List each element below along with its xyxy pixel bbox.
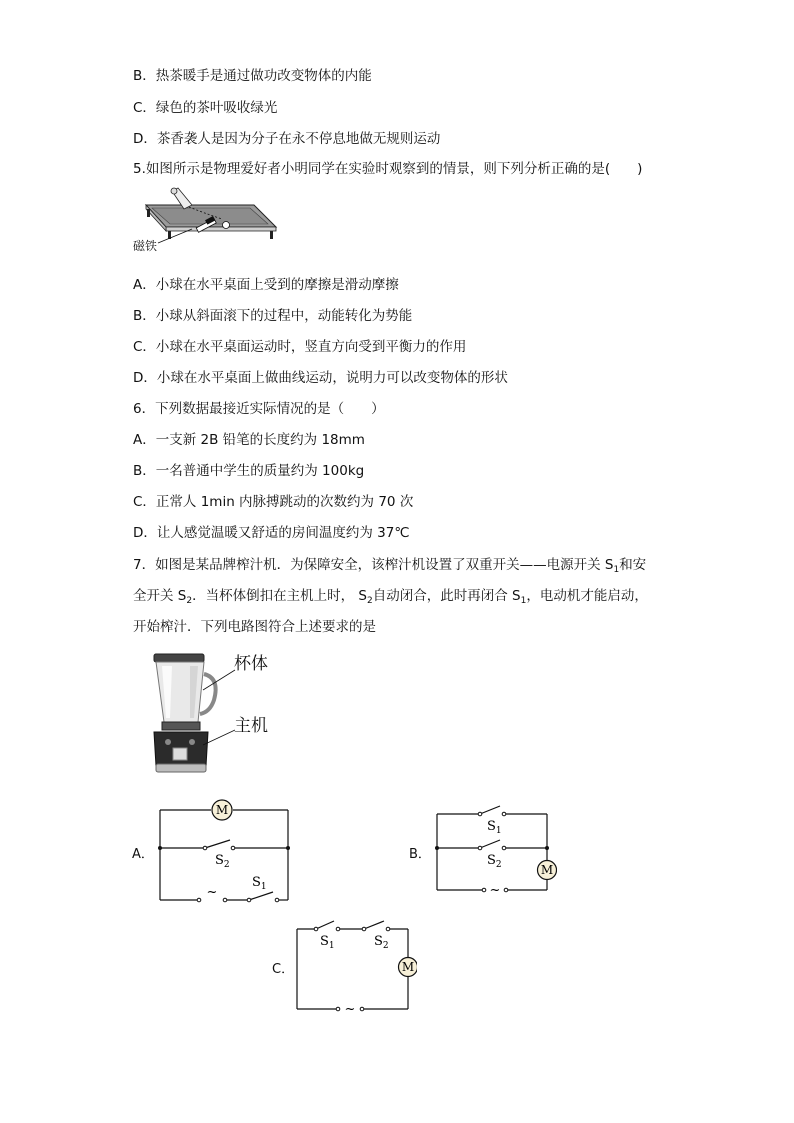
q5-option-d: D．小球在水平桌面上做曲线运动，说明力可以改变物体的形状 — [133, 370, 508, 386]
q6-option-d: D．让人感觉温暖又舒适的房间温度约为 37℃ — [133, 525, 410, 541]
label-base: 主机 — [234, 716, 268, 736]
q4-option-c: C．绿色的茶叶吸收绿光 — [133, 100, 278, 116]
q6-option-c: C．正常人 1min 内脉搏跳动的次数约为 70 次 — [133, 494, 414, 510]
label-cup: 杯体 — [234, 654, 268, 674]
q4-option-d: D．茶香袭人是因为分子在永不停息地做无规则运动 — [133, 131, 441, 147]
q7-stem-line1: 7．如图是某品牌榨汁机．为保障安全，该榨汁机设置了双重开关——电源开关 $S_1$和安 — [133, 557, 647, 575]
q7-stem-line3: 开始榨汁．下列电路图符合上述要求的是 — [133, 619, 376, 635]
q6-option-a: A．一支新 2B 铅笔的长度约为 18mm — [133, 432, 365, 448]
switch-s1-c: $S_1$ — [320, 934, 335, 951]
motor-b: M — [540, 863, 554, 877]
circuit-c-label: C． — [272, 962, 295, 977]
switch-s2-c: $S_2$ — [374, 934, 389, 951]
circuit-b — [432, 800, 557, 896]
magnet-label: 磁铁 — [133, 239, 158, 253]
ac-a: ~ — [206, 885, 218, 900]
q7-stem-line2: 全开关 $S_2$．当杯体倒扣在主机上时， $S_2$自动闭合，此时再闭合 $S_1$，电动机才能启动， — [133, 588, 648, 606]
ac-b: ~ — [489, 883, 501, 896]
circuit-b-label: B． — [409, 847, 431, 862]
switch-s1-a: $S_1$ — [252, 875, 267, 892]
motor-c: M — [401, 960, 415, 974]
switch-s1-b: $S_1$ — [487, 819, 502, 836]
q6-stem: 6．下列数据最接近实际情况的是（ ） — [133, 401, 385, 417]
switch-s2-a: $S_2$ — [215, 853, 230, 870]
q5-option-b: B．小球从斜面滚下的过程中，动能转化为势能 — [133, 308, 413, 324]
circuit-c — [292, 915, 417, 1015]
q5-option-a: A．小球在水平桌面上受到的摩擦是滑动摩擦 — [133, 277, 399, 293]
circuit-a — [155, 796, 295, 908]
ac-c: ~ — [344, 1002, 356, 1015]
motor-a: M — [215, 803, 229, 817]
switch-s2-b: $S_2$ — [487, 853, 502, 870]
q5-stem: 5.如图所示是物理爱好者小明同学在实验时观察到的情景，则下列分析正确的是( ) — [133, 161, 643, 177]
q4-option-b: B．热茶暖手是通过做功改变物体的内能 — [133, 68, 372, 84]
q6-option-b: B．一名普通中学生的质量约为 100kg — [133, 463, 365, 479]
q5-option-c: C．小球在水平桌面运动时，竖直方向受到平衡力的作用 — [133, 339, 467, 355]
circuit-a-label: A． — [132, 847, 154, 862]
